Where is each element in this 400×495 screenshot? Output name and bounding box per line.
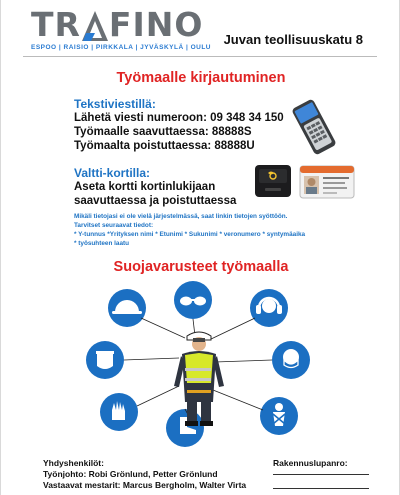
- info-note-4: * työsuhteen laatu: [74, 240, 130, 247]
- login-title: Työmaalle kirjautuminen: [116, 70, 286, 86]
- sms-heading: Tekstiviestillä:: [74, 97, 156, 111]
- header-divider: [23, 56, 377, 57]
- info-note-1: Mikäli tietojasi ei ole vielä järjestelmässä, saat linkin tietojen syöttöön.: [74, 213, 288, 220]
- sms-line-1: Lähetä viesti numeroon: 09 348 34 150: [74, 112, 284, 124]
- id-card-icon: [299, 165, 355, 199]
- trafino-logo: [31, 5, 231, 51]
- ear-protection-icon: [250, 289, 288, 327]
- safety-glasses-icon: [174, 281, 212, 319]
- ppe-diagram: [81, 278, 321, 450]
- contacts-label: Yhdyshenkilöt:: [43, 458, 104, 468]
- harness-icon: [260, 397, 298, 435]
- hard-hat-icon: [108, 289, 146, 327]
- face-mask-icon: [272, 341, 310, 379]
- ppe-title: Suojavarusteet työmaalla: [113, 259, 289, 275]
- card-reader-icon: [253, 163, 293, 199]
- logo-text-left: TR: [31, 5, 81, 44]
- sms-line-2: Työmaalle saavuttaessa: 88888S: [74, 126, 252, 138]
- logo-text-right: FINO: [108, 5, 204, 44]
- logo-cities: ESPOO | RAISIO | PIRKKALA | JYVÄSKYLÄ | OULU: [31, 44, 211, 51]
- permit-label: Rakennuslupanro:: [273, 458, 348, 468]
- logo-triangle-icon: [82, 11, 108, 41]
- card-heading: Valtti-kortilla:: [74, 166, 151, 180]
- site-manager-line: Työnjohto: Robi Grönlund, Petter Grönlund: [43, 469, 218, 479]
- mobile-phone-icon: [287, 97, 342, 157]
- permit-number-line: [273, 474, 369, 475]
- face-shield-icon: [86, 341, 124, 379]
- info-note-3: * Y-tunnus *Yrityksen nimi * Etunimi * Sukunimi * veronumero * syntymäaika: [74, 231, 306, 238]
- gloves-icon: [100, 393, 138, 431]
- site-address: Juvan teollisuuskatu 8: [223, 32, 363, 47]
- info-note-2: Tarvitset seuraavat tiedot:: [74, 222, 154, 229]
- logo-wordmark: [31, 5, 231, 44]
- card-line-2: saavuttaessa ja poistuttaessa: [74, 195, 237, 207]
- card-line-1: Aseta kortti kortinlukijaan: [74, 181, 216, 193]
- sms-line-3: Työmaalta poistuttaessa: 88888U: [74, 140, 255, 152]
- permit-number-line-2: [273, 488, 369, 489]
- supervisors-line: Vastaavat mestarit: Marcus Bergholm, Walter Virta: [43, 480, 247, 490]
- safety-boots-icon: [166, 409, 204, 447]
